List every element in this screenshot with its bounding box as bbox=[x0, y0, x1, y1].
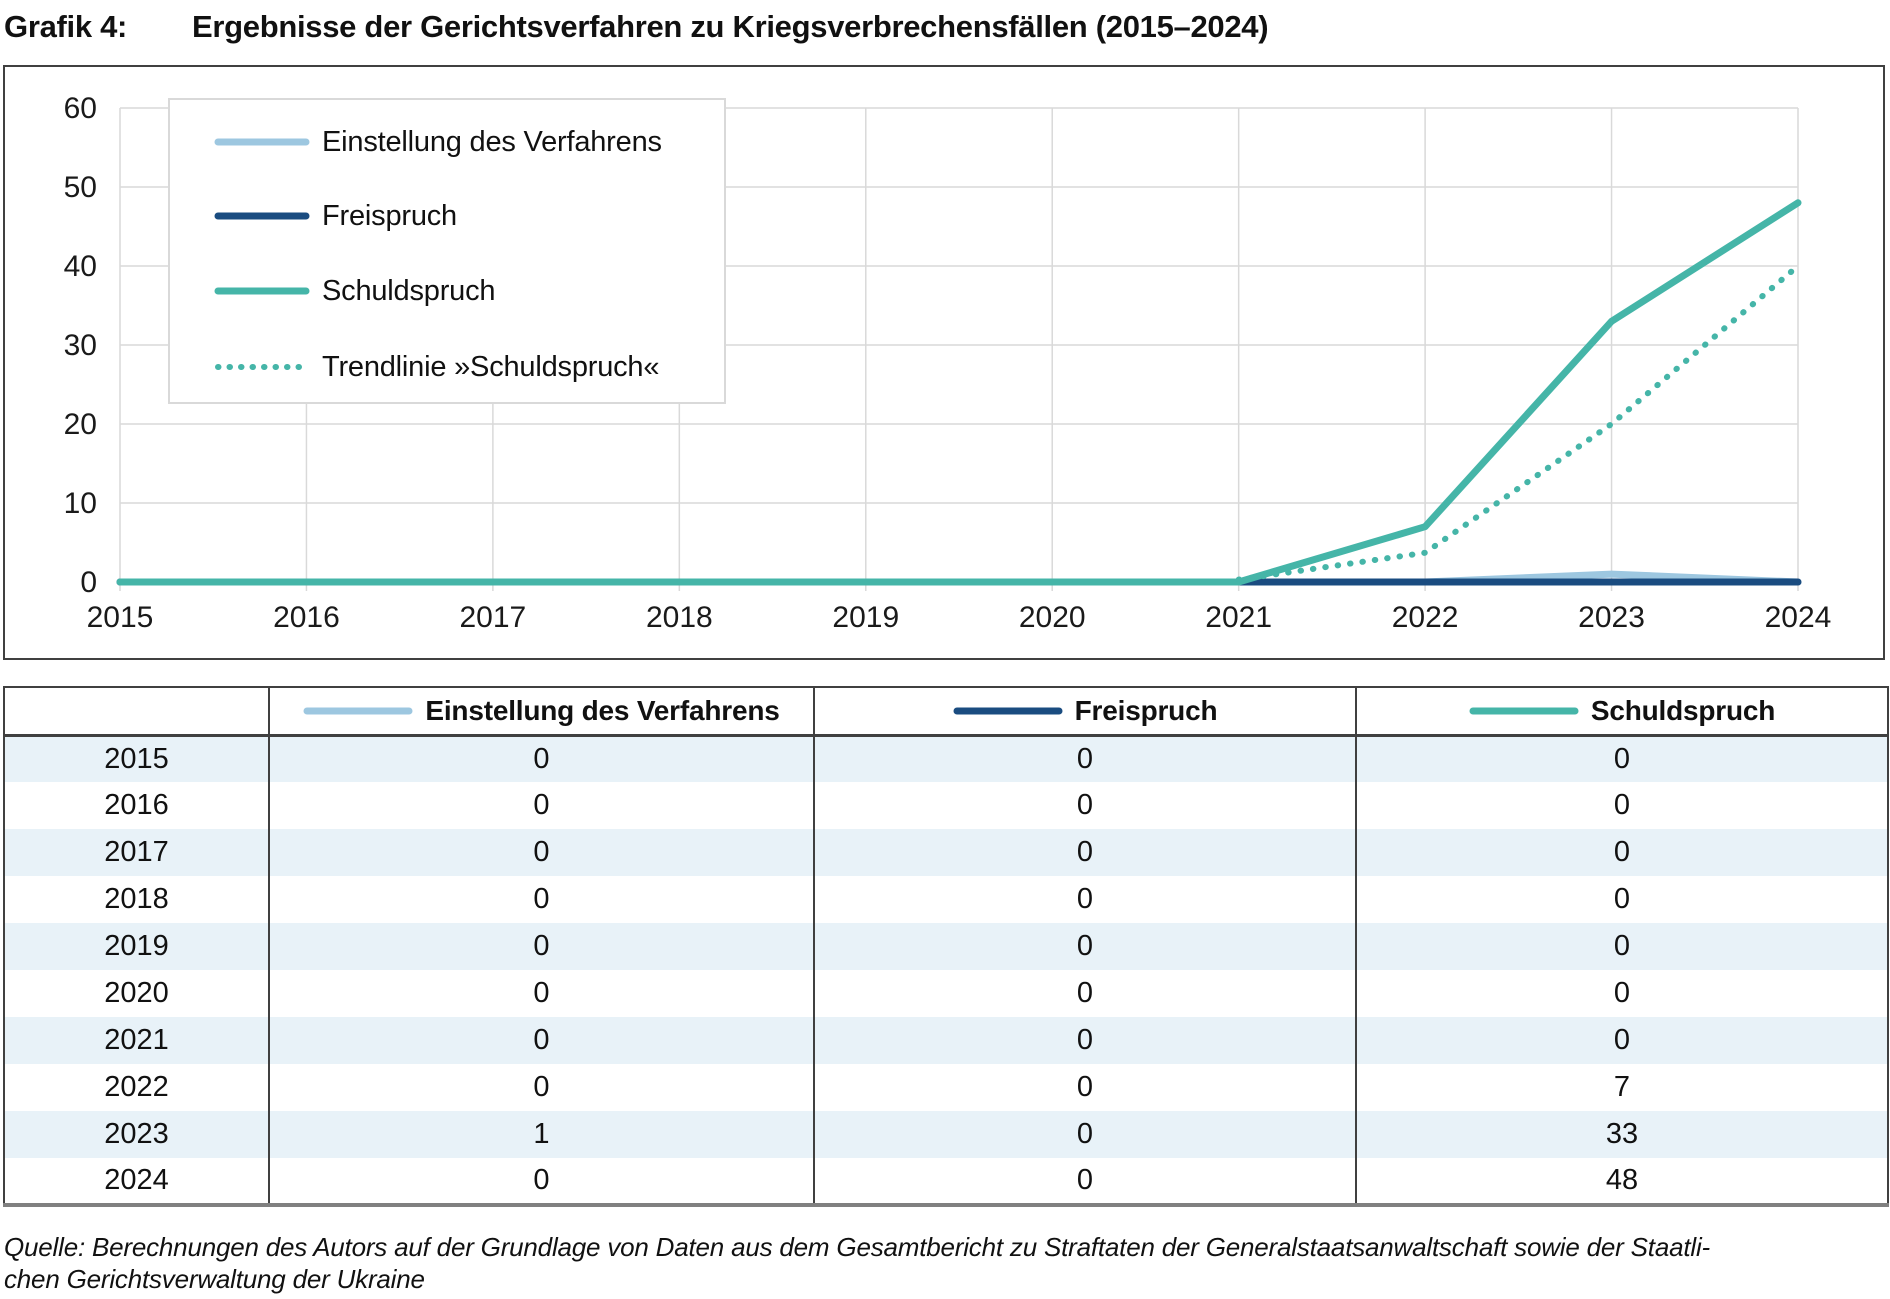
x-tick-label: 2017 bbox=[459, 601, 527, 634]
column-swatch-einstellung bbox=[303, 705, 413, 717]
cell: 0 bbox=[814, 1064, 1356, 1111]
row-year: 2021 bbox=[4, 1017, 269, 1064]
cell: 0 bbox=[269, 1158, 814, 1205]
x-tick-label: 2019 bbox=[832, 601, 900, 634]
cell: 48 bbox=[1356, 1158, 1888, 1205]
table-row bbox=[4, 1111, 1888, 1158]
cell: 0 bbox=[814, 970, 1356, 1017]
cell: 0 bbox=[269, 923, 814, 970]
table-row bbox=[4, 735, 1888, 782]
legend-swatch-einstellung bbox=[214, 136, 310, 148]
cell: 0 bbox=[814, 923, 1356, 970]
row-year: 2020 bbox=[4, 970, 269, 1017]
table-row bbox=[4, 782, 1888, 829]
column-header-label: Freispruch bbox=[1074, 694, 1218, 726]
table-row bbox=[4, 970, 1888, 1017]
column-header-label: Schuldspruch bbox=[1590, 694, 1776, 726]
row-year: 2024 bbox=[4, 1158, 269, 1205]
cell: 0 bbox=[1356, 1017, 1888, 1064]
swatch-line bbox=[953, 705, 1063, 717]
cell: 7 bbox=[1356, 1064, 1888, 1111]
table-header-row bbox=[4, 687, 1888, 735]
legend-item-schuldspruch bbox=[170, 271, 724, 311]
figure-title: Ergebnisse der Gerichtsverfahren zu Kriegsverbrechensfällen (2015–2024) bbox=[192, 9, 1269, 44]
legend-item-einstellung bbox=[170, 122, 724, 162]
table-row bbox=[4, 1017, 1888, 1064]
row-year: 2022 bbox=[4, 1064, 269, 1111]
swatch-line bbox=[1469, 705, 1579, 717]
legend-swatch-trendlinie bbox=[214, 361, 310, 373]
data-table bbox=[3, 686, 1889, 1207]
x-tick-label: 2024 bbox=[1764, 601, 1832, 634]
column-swatch-schuldspruch bbox=[1469, 705, 1579, 717]
x-tick-label: 2023 bbox=[1578, 601, 1645, 634]
column-header-label: Einstellung des Verfahrens bbox=[425, 694, 780, 726]
chart-area bbox=[3, 65, 1885, 660]
row-year: 2017 bbox=[4, 829, 269, 876]
cell: 33 bbox=[1356, 1111, 1888, 1158]
y-tick-label: 60 bbox=[63, 92, 97, 125]
source-line-1: Quelle: Berechnungen des Autors auf der Grundlage von Daten aus dem Gesamtbericht zu Straftaten der Generalstaatsanwaltschaft sowie der Staatli- bbox=[4, 1232, 1710, 1262]
x-tick-label: 2016 bbox=[273, 601, 340, 634]
cell: 0 bbox=[814, 782, 1356, 829]
table-row bbox=[4, 829, 1888, 876]
row-year: 2018 bbox=[4, 876, 269, 923]
legend-item-freispruch bbox=[170, 196, 724, 236]
cell: 0 bbox=[269, 735, 814, 782]
cell: 0 bbox=[269, 970, 814, 1017]
cell: 0 bbox=[814, 1111, 1356, 1158]
x-tick-label: 2020 bbox=[1018, 601, 1086, 634]
y-tick-label: 10 bbox=[63, 487, 97, 520]
table-row bbox=[4, 923, 1888, 970]
row-year: 2016 bbox=[4, 782, 269, 829]
cell: 0 bbox=[814, 829, 1356, 876]
legend-label: Schuldspruch bbox=[322, 274, 496, 307]
y-tick-label: 30 bbox=[63, 329, 97, 362]
cell: 0 bbox=[1356, 923, 1888, 970]
cell: 0 bbox=[1356, 735, 1888, 782]
y-tick-label: 0 bbox=[80, 566, 97, 599]
swatch-line bbox=[214, 361, 310, 373]
legend-swatch-freispruch bbox=[214, 210, 310, 222]
cell: 0 bbox=[1356, 876, 1888, 923]
table-row bbox=[4, 1064, 1888, 1111]
cell: 1 bbox=[269, 1111, 814, 1158]
swatch-line bbox=[214, 136, 310, 148]
swatch-line bbox=[214, 285, 310, 297]
column-swatch-freispruch bbox=[953, 705, 1063, 717]
table-row bbox=[4, 1158, 1888, 1205]
table-header-einstellung bbox=[269, 687, 814, 735]
table-header-freispruch bbox=[814, 687, 1356, 735]
swatch-line bbox=[214, 210, 310, 222]
y-tick-label: 40 bbox=[63, 250, 97, 283]
legend-label: Freispruch bbox=[322, 199, 457, 232]
legend-label: Einstellung des Verfahrens bbox=[322, 125, 662, 158]
cell: 0 bbox=[1356, 970, 1888, 1017]
cell: 0 bbox=[814, 1158, 1356, 1205]
table-row bbox=[4, 876, 1888, 923]
cell: 0 bbox=[1356, 829, 1888, 876]
x-tick-label: 2015 bbox=[86, 601, 154, 634]
cell: 0 bbox=[269, 876, 814, 923]
swatch-line bbox=[303, 705, 413, 717]
chart-legend bbox=[168, 98, 726, 404]
cell: 0 bbox=[814, 876, 1356, 923]
cell: 0 bbox=[814, 1017, 1356, 1064]
figure-number-label: Grafik 4: bbox=[4, 9, 128, 44]
legend-label: Trendlinie »Schuldspruch« bbox=[322, 350, 660, 383]
y-tick-label: 20 bbox=[63, 408, 97, 441]
source-note bbox=[4, 1231, 1886, 1295]
cell: 0 bbox=[269, 1017, 814, 1064]
legend-swatch-schuldspruch bbox=[214, 285, 310, 297]
y-tick-label: 50 bbox=[63, 171, 97, 204]
source-line-2: chen Gerichtsverwaltung der Ukraine bbox=[4, 1264, 425, 1294]
row-year: 2015 bbox=[4, 735, 269, 782]
cell: 0 bbox=[1356, 782, 1888, 829]
row-year: 2019 bbox=[4, 923, 269, 970]
x-tick-label: 2018 bbox=[645, 601, 713, 634]
row-year: 2023 bbox=[4, 1111, 269, 1158]
cell: 0 bbox=[814, 735, 1356, 782]
x-tick-label: 2021 bbox=[1205, 601, 1273, 634]
x-tick-label: 2022 bbox=[1391, 601, 1459, 634]
cell: 0 bbox=[269, 1064, 814, 1111]
table-header-schuldspruch bbox=[1356, 687, 1888, 735]
cell: 0 bbox=[269, 829, 814, 876]
cell: 0 bbox=[269, 782, 814, 829]
table-corner-cell bbox=[4, 687, 269, 735]
legend-item-trendlinie bbox=[170, 347, 724, 387]
